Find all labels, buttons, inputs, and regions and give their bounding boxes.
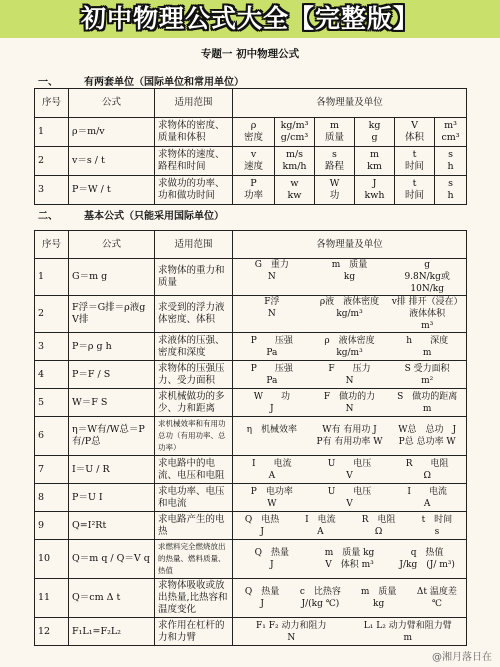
row-quantities (233, 333, 467, 361)
table2-header-quantities: 各物理量及单位 (233, 231, 467, 259)
table-row (35, 417, 467, 456)
quantity-unit: m (422, 347, 432, 358)
quantity-unit: kg (373, 599, 385, 609)
quantity-cell (311, 335, 389, 359)
unit-cell: m/s km/h (275, 147, 315, 176)
row-no: 5 (35, 389, 69, 417)
quantity-label: S 受力面积 (404, 363, 450, 374)
quantity-label: Δt 温度差 (416, 587, 457, 597)
quantity-cell (233, 424, 311, 448)
row-no: 11 (35, 579, 69, 618)
quantity-cell: W 功 (315, 176, 355, 205)
quantity-label: P 压强 (250, 363, 293, 374)
row-quantities (233, 579, 467, 618)
quantity-label: P 压强 (250, 335, 293, 346)
row-scope: 求物体的速度、路程和时间 (155, 147, 233, 176)
table-row (35, 579, 467, 618)
quantity-unit: m² (421, 375, 434, 386)
quantity-unit: P总 总功率 W (398, 437, 456, 447)
quantity-unit: m (422, 403, 432, 414)
row-no: 2 (35, 296, 69, 333)
row-scope: 求电路产生的电热 (155, 512, 233, 540)
section-1-number: 一、 (38, 77, 58, 88)
row-scope: 求物体的压强压力、受力面积 (155, 361, 233, 389)
quantity-unit: Ω (374, 526, 383, 537)
quantity-label: I 电流 (407, 486, 447, 497)
quantity-label: U 电压 (327, 486, 372, 497)
quantity-cell (233, 259, 311, 295)
quantity-unit: A (268, 470, 276, 481)
table1-header-formula: 公式 (69, 89, 155, 118)
quantity-cell (388, 335, 466, 359)
quantity-label: g (424, 260, 431, 270)
row-scope: 求作用在杠杆的力和力臂 (155, 618, 233, 646)
unit-cell: m km (355, 147, 395, 176)
section-2-title: 基本公式（只能采用国际单位） (84, 211, 224, 222)
quantity-cell (388, 458, 466, 482)
quantity-unit: V (346, 470, 353, 481)
quantity-cell: t 时间 (395, 147, 435, 176)
quantity-cell: P 功率 (233, 176, 275, 205)
row-formula: G＝m g (69, 259, 155, 296)
table-row (35, 484, 467, 512)
row-no: 7 (35, 456, 69, 484)
unit-cell: kg g (355, 118, 395, 147)
row-no: 9 (35, 512, 69, 540)
row-scope: 求做功的功率、功和做功时间 (155, 176, 233, 205)
row-no: 3 (35, 333, 69, 361)
quantity-cell: V 体积 (395, 118, 435, 147)
quantity-label: η 机械效率 (246, 425, 298, 435)
quantity-cell (388, 391, 466, 415)
quantity-cell (233, 547, 311, 571)
table-row (35, 540, 467, 579)
row-no: 2 (35, 147, 69, 176)
quantity-cell (311, 486, 389, 510)
quantity-cell (291, 514, 349, 538)
row-formula: I＝U / R (69, 456, 155, 484)
row-no: 10 (35, 540, 69, 579)
row-formula: η＝W有/W总＝P有/P总 (69, 417, 155, 456)
row-quantities (233, 618, 467, 646)
table1-header-scope: 适用范围 (155, 89, 233, 118)
quantity-label: ρ 液体密度 (324, 335, 375, 346)
table2-header-formula: 公式 (69, 231, 155, 259)
row-scope: 求燃料完全燃烧放出的热量、燃料质量、热值 (155, 540, 233, 579)
row-no: 6 (35, 417, 69, 456)
quantity-cell (233, 458, 311, 482)
row-quantities (233, 361, 467, 389)
table-row (35, 176, 467, 205)
quantity-cell (388, 547, 466, 571)
quantity-unit: N (345, 403, 354, 414)
quantity-cell (233, 391, 311, 415)
quantity-unit: kg/m³ (336, 309, 363, 319)
table-row (35, 296, 467, 333)
quantity-cell: m 质量 (315, 118, 355, 147)
quantity-cell (350, 586, 408, 610)
quantity-cell (388, 296, 466, 332)
quantity-unit: J (260, 526, 264, 537)
quantity-unit: V (346, 498, 353, 509)
quantity-label: P 电功率 (250, 486, 293, 497)
quantity-cell (388, 424, 466, 448)
quantity-label: t 时间 (421, 514, 453, 525)
quantity-label: G 重力 (254, 260, 289, 270)
row-formula: ρ＝m/v (69, 118, 155, 147)
watermark: @湘月落日在 (432, 652, 492, 663)
quantity-cell (350, 620, 467, 644)
quantity-unit: m³ (421, 321, 434, 331)
row-formula: Q＝m q / Q＝V q (69, 540, 155, 579)
row-no: 8 (35, 484, 69, 512)
row-quantities (233, 512, 467, 540)
quantity-cell (311, 458, 389, 482)
quantity-label: h 深度 (406, 335, 449, 346)
quantity-unit: J (270, 560, 274, 570)
row-no: 1 (35, 118, 69, 147)
row-formula: F浮＝G排＝ρ液g V排 (69, 296, 155, 333)
quantity-cell (408, 586, 466, 610)
table-row (35, 389, 467, 417)
quantity-label: Q 热量 (254, 548, 290, 558)
quantity-unit: Pa (266, 347, 278, 358)
quantity-cell: s 路程 (315, 147, 355, 176)
unit-cell: w kw (275, 176, 315, 205)
quantity-label: Q 热量 (244, 587, 280, 597)
quantity-label: W有 有用功 J (322, 425, 377, 435)
quantity-cell (311, 391, 389, 415)
quantity-unit: N (267, 272, 276, 282)
row-scope: 求液体的压强、密度和深度 (155, 333, 233, 361)
row-no: 4 (35, 361, 69, 389)
table2-header-no: 序号 (35, 231, 69, 259)
quantity-label: q 热值 (410, 548, 444, 558)
row-formula: W＝F S (69, 389, 155, 417)
row-no: 12 (35, 618, 69, 646)
row-formula: F₁L₁=F₂L₂ (69, 618, 155, 646)
row-scope: 求物体的密度、质量和体积 (155, 118, 233, 147)
quantity-cell (311, 424, 389, 448)
row-scope: 求物体的重力和质量 (155, 259, 233, 296)
quantity-label: I 电流 (252, 458, 292, 469)
row-formula: Q＝cm Δ t (69, 579, 155, 618)
quantity-cell: t 时间 (395, 176, 435, 205)
quantity-label: U 电压 (327, 458, 372, 469)
quantity-cell (233, 586, 291, 610)
quantity-label: v排 排开（浸在）液体体积 (391, 297, 463, 319)
row-scope: 求物体吸收或放出热量,比热容和温度变化 (155, 579, 233, 618)
row-quantities (233, 296, 467, 333)
quantity-label: ρ液 液体密度 (319, 297, 380, 307)
quantity-unit: m (403, 632, 413, 643)
row-quantities (233, 259, 467, 296)
row-formula: P＝W / t (69, 176, 155, 205)
quantity-label: F浮 (264, 297, 280, 307)
unit-cell: J kwh (355, 176, 395, 205)
quantity-label: F 做功的力 (323, 391, 376, 402)
quantity-cell (233, 486, 311, 510)
quantity-cell (311, 259, 389, 295)
quantity-unit: A (317, 526, 324, 537)
quantity-label: F 压力 (328, 363, 371, 374)
quantity-label: Q 电热 (244, 514, 280, 525)
quantity-cell: v 速度 (233, 147, 275, 176)
quantity-label: m 质量 (331, 260, 368, 270)
row-formula: v＝s / t (69, 147, 155, 176)
quantity-cell (233, 514, 291, 538)
quantity-label: S 做功的距离 (397, 391, 458, 402)
row-quantities (233, 389, 467, 417)
quantity-cell (388, 363, 466, 387)
subtitle: 专题一 初中物理公式 (200, 48, 300, 60)
quantity-unit: V 体积 m³ (325, 560, 374, 570)
unit-cell: s h (435, 176, 467, 205)
quantity-label: c 比热容 (299, 587, 341, 597)
quantity-cell (311, 547, 389, 571)
row-formula: P＝U I (69, 484, 155, 512)
table-row (35, 147, 467, 176)
row-scope: 求电功率、电压和电流 (155, 484, 233, 512)
quantity-unit: ℃ (431, 599, 442, 609)
quantity-label: R 电阻 (361, 514, 396, 525)
quantity-unit: kg/m³ (336, 347, 363, 358)
quantity-cell (233, 335, 311, 359)
row-formula: P＝F / S (69, 361, 155, 389)
quantity-label: L₁ L₂ 动力臂和阻力臂 (363, 620, 452, 631)
table1-header-quantities: 各物理量及单位 (233, 89, 467, 118)
quantity-unit: N (345, 375, 354, 386)
quantity-cell (233, 620, 350, 644)
row-quantities (233, 540, 467, 579)
table-row (35, 512, 467, 540)
quantity-unit: J/(kg ℃) (301, 599, 340, 609)
row-quantities (233, 484, 467, 512)
quantity-cell (311, 363, 389, 387)
page-title: 初中物理公式大全【完整版】 (80, 4, 419, 33)
row-quantities (233, 417, 467, 456)
quantity-unit: N (287, 632, 296, 643)
quantity-unit: Ω (423, 470, 431, 481)
row-scope: 求机械做功的多少、力和距离 (155, 389, 233, 417)
quantity-unit: J/kg (J/ m³) (399, 560, 455, 570)
row-no: 3 (35, 176, 69, 205)
section-1-heading (38, 73, 244, 88)
quantity-cell (291, 586, 349, 610)
quantity-cell: ρ 密度 (233, 118, 275, 147)
quantity-label: m 质量 kg (324, 548, 375, 558)
row-scope: 求受到的浮力液体密度、体积 (155, 296, 233, 333)
quantity-label: m 质量 (360, 587, 397, 597)
quantity-unit: J (260, 599, 264, 609)
row-scope: 求机械效率和有用功总功（有用功率、总功率） (155, 417, 233, 456)
table-row (35, 361, 467, 389)
quantity-unit: J (270, 403, 274, 414)
table1-header-no: 序号 (35, 89, 69, 118)
quantity-cell (311, 296, 389, 332)
unit-cell: s h (435, 147, 467, 176)
quantity-unit: 9.8N/kg或10N/kg (404, 272, 450, 294)
unit-cell: m³ cm³ (435, 118, 467, 147)
quantity-cell (388, 259, 466, 295)
row-scope: 求电路中的电流、电压和电阻 (155, 456, 233, 484)
row-formula: P＝ρ g h (69, 333, 155, 361)
quantity-unit: P有 有用功率 W (316, 437, 383, 447)
quantity-label: F₁ F₂ 动力和阻力 (256, 620, 327, 631)
quantity-cell (350, 514, 408, 538)
quantity-label: W总 总功 J (398, 425, 457, 435)
quantity-unit: A (423, 498, 431, 509)
section-1-title: 有两套单位（国际单位和常用单位） (84, 77, 244, 88)
quantity-label: R 电阻 (405, 458, 449, 469)
table-row (35, 333, 467, 361)
section-2-number: 二、 (38, 211, 58, 222)
quantity-unit: N (267, 309, 276, 319)
quantity-unit: W (267, 498, 277, 509)
quantity-unit: Pa (266, 375, 278, 386)
unit-cell: kg/m³ g/cm³ (275, 118, 315, 147)
quantity-unit: s (434, 526, 440, 537)
quantity-cell (388, 486, 466, 510)
table2-header-scope: 适用范围 (155, 231, 233, 259)
table-row (35, 259, 467, 296)
table-row (35, 118, 467, 147)
table-row (35, 618, 467, 646)
table-row (35, 456, 467, 484)
row-no: 1 (35, 259, 69, 296)
table-dual-units (34, 88, 467, 205)
table-basic-formulas (34, 230, 467, 646)
quantity-label: W 功 (253, 391, 290, 402)
quantity-cell (233, 296, 311, 332)
quantity-unit: kg (343, 272, 356, 282)
quantity-cell (233, 363, 311, 387)
quantity-label: I 电流 (305, 514, 336, 525)
quantity-cell (408, 514, 466, 538)
row-quantities (233, 456, 467, 484)
row-formula: Q=I²Rt (69, 512, 155, 540)
section-2-heading (38, 207, 224, 222)
